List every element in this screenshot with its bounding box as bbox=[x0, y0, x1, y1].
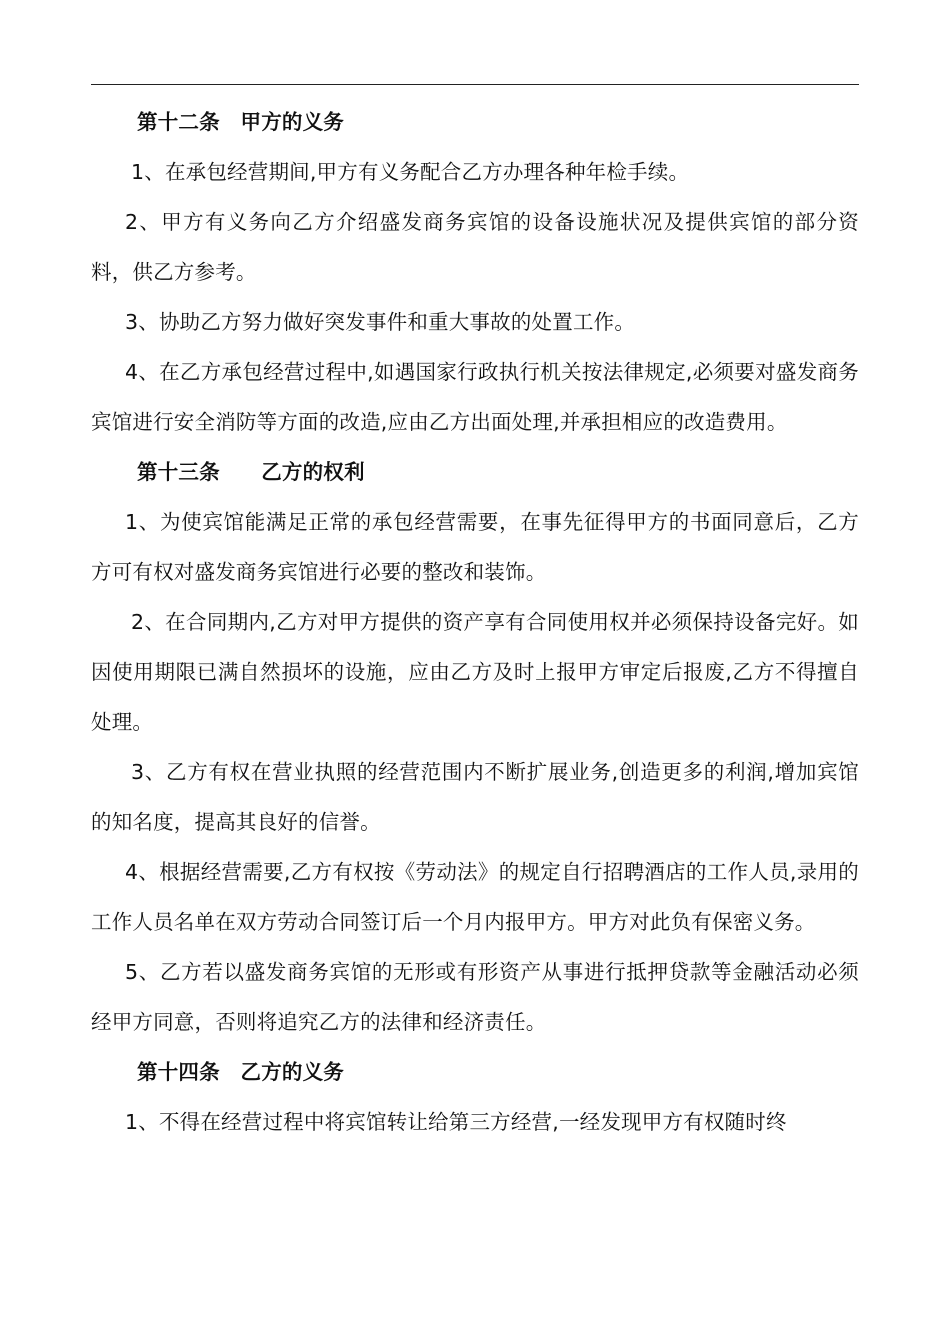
article-13-item-4: 4、根据经营需要,乙方有权按《劳动法》的规定自行招聘酒店的工作人员,录用的工作人员名单在双方劳动合同签订后一个月内报甲方。甲方对此负有保密义务。 bbox=[91, 860, 859, 934]
article-14-heading: 第十四条 乙方的义务 bbox=[137, 1060, 344, 1084]
article-12-heading: 第十二条 甲方的义务 bbox=[137, 110, 344, 134]
article-13-item-1: 1、为使宾馆能满足正常的承包经营需要，在事先征得甲方的书面同意后，乙方方可有权对盛发商务宾馆进行必要的整改和装饰。 bbox=[91, 510, 859, 584]
article-14-item-1: 1、不得在经营过程中将宾馆转让给第三方经营,一经发现甲方有权随时终 bbox=[125, 1110, 787, 1134]
article-13-item-2: 2、在合同期内,乙方对甲方提供的资产享有合同使用权并必须保持设备完好。如因使用期限已满自然损坏的设施，应由乙方及时上报甲方审定后报废,乙方不得擅自处理。 bbox=[91, 610, 859, 734]
article-13-item-5: 5、乙方若以盛发商务宾馆的无形或有形资产从事进行抵押贷款等金融活动必须经甲方同意，否则将追究乙方的法律和经济责任。 bbox=[91, 960, 859, 1034]
article-12-item-3: 3、协助乙方努力做好突发事件和重大事故的处置工作。 bbox=[125, 310, 636, 334]
article-12-item-4: 4、在乙方承包经营过程中,如遇国家行政执行机关按法律规定,必须要对盛发商务宾馆进行安全消防等方面的改造,应由乙方出面处理,并承担相应的改造费用。 bbox=[91, 360, 859, 434]
header-rule bbox=[91, 84, 859, 85]
article-12-item-2: 2、甲方有义务向乙方介绍盛发商务宾馆的设备设施状况及提供宾馆的部分资料，供乙方参考。 bbox=[91, 210, 859, 284]
article-12-item-1: 1、在承包经营期间,甲方有义务配合乙方办理各种年检手续。 bbox=[131, 160, 690, 184]
article-13-heading: 第十三条 乙方的权利 bbox=[137, 460, 365, 484]
document-body bbox=[91, 97, 859, 1147]
article-13-item-3: 3、乙方有权在营业执照的经营范围内不断扩展业务,创造更多的利润,增加宾馆的知名度，提高其良好的信誉。 bbox=[91, 760, 859, 834]
